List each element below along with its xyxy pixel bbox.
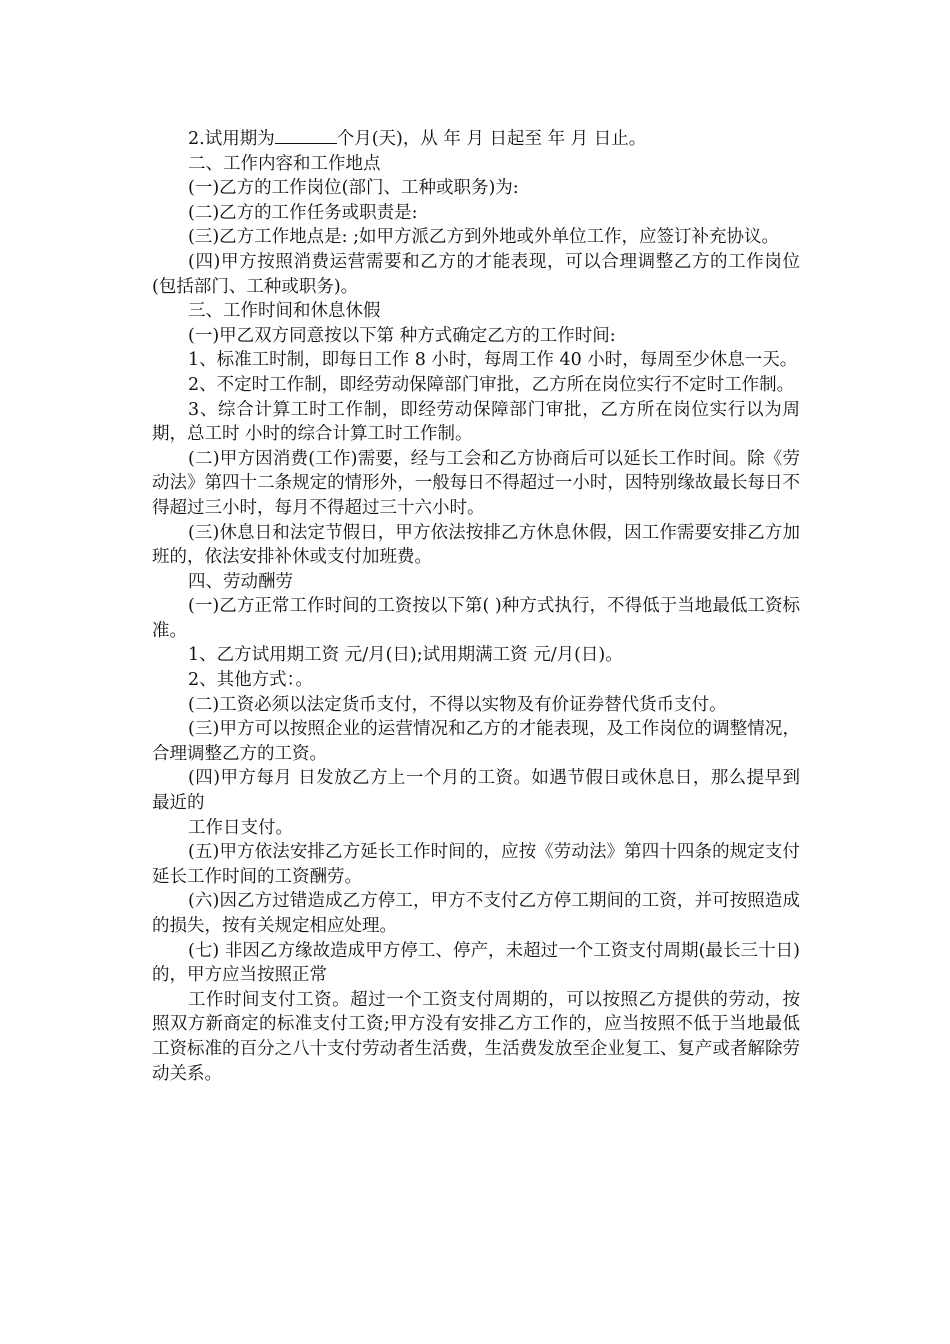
paragraph: (七) 非因乙方缘故造成甲方停工、停产，未超过一个工资支付周期(最长三十日)的，甲方应当按照正常: [152, 940, 800, 986]
paragraph: (五)甲方依法安排乙方延长工作时间的，应按《劳动法》第四十四条的规定支付延长工作时间的工资酬劳。: [152, 842, 800, 887]
paragraph: 1、乙方试用期工资 元/月(日);试用期满工资 元/月(日)。: [188, 645, 623, 666]
paragraph: (二)乙方的工作任务或职责是:: [188, 202, 418, 223]
paragraph: (一)乙方的工作岗位(部门、工种或职务)为:: [188, 178, 519, 199]
paragraph: 四、劳动酬劳: [188, 571, 293, 592]
paragraph: (四)甲方每月 日发放乙方上一个月的工资。如遇节假日或休息日，那么提早到最近的: [152, 768, 800, 814]
paragraph: (六)因乙方过错造成乙方停工，甲方不支付乙方停工期间的工资，并可按照造成的损失，按有关规定相应处理。: [152, 891, 800, 936]
document-body: [152, 125, 800, 1086]
paragraph: 三、工作时间和休息休假: [188, 301, 381, 322]
paragraph: (一)乙方正常工作时间的工资按以下第( )种方式执行，不得低于当地最低工资标准。: [152, 596, 800, 641]
paragraph: (一)甲乙双方同意按以下第 种方式确定乙方的工作时间:: [188, 325, 616, 346]
paragraph: (三)甲方可以按照企业的运营情况和乙方的才能表现，及工作岗位的调整情况，合理调整乙方的工资。: [152, 719, 800, 764]
paragraph: 1、标准工时制，即每日工作 8 小时，每周工作 40 小时，每周至少休息一天。: [188, 350, 798, 371]
paragraph: 2、不定时工作制，即经劳动保障部门审批，乙方所在岗位实行不定时工作制。: [188, 374, 795, 395]
paragraph: (二)甲方因消费(工作)需要，经与工会和乙方协商后可以延长工作时间。除《劳动法》第四十二条规定的情形外，一般每日不得超过一小时，因特别缘故最长每日不得超过三小时，每月不得超过三十六小时。: [152, 448, 800, 518]
trial-period-prefix: 2.试用期为: [188, 129, 275, 149]
paragraph: (三)乙方工作地点是: ;如甲方派乙方到外地或外单位工作，应签订补充协议。: [188, 227, 780, 248]
paragraph: (二)工资必须以法定货币支付，不得以实物及有价证券替代货币支付。: [188, 694, 727, 715]
paragraph: (四)甲方按照消费运营需要和乙方的才能表现，可以合理调整乙方的工作岗位(包括部门、工种或职务)。: [152, 251, 800, 297]
paragraph: 二、工作内容和工作地点: [188, 153, 381, 174]
paragraph: 3、综合计算工时工作制，即经劳动保障部门审批，乙方所在岗位实行以为周期，总工时 小时的综合计算工时工作制。: [152, 399, 800, 445]
paragraph: (三)休息日和法定节假日，甲方依法按排乙方休息休假，因工作需要安排乙方加班的，依法安排补休或支付加班费。: [152, 522, 800, 568]
final-paragraph: 工作时间支付工资。超过一个工资支付周期的，可以按照乙方提供的劳动，按照双方新商定的标准支付工资;甲方没有安排乙方工作的，应当按照不低于当地最低工资标准的百分之八十支付劳动者生活费，生活费发放至企业复工、复产或者解除劳动关系。: [152, 989, 800, 1084]
blank-underline: [275, 125, 337, 144]
paragraph-continuation: 工作日支付。: [188, 817, 293, 838]
trial-period-suffix: 个月(天)，从 年 月 日起至 年 月 日止。: [336, 129, 647, 149]
paragraph: 2、其他方式：。: [188, 670, 313, 691]
trial-period-line: [152, 125, 800, 152]
